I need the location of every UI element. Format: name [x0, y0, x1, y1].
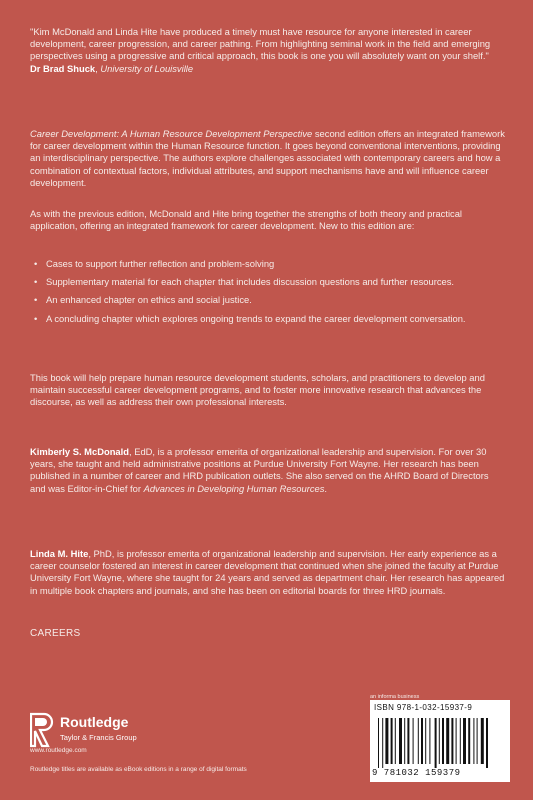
author-bio-hite: Linda M. Hite, PhD, is professor emerita of organizational leadership and supervision. Her early experience as a career counselor fostered an interest in career development that continued when she joined the faculty at Purdue University Fort Wayne, where she taught for 24 years and served as department chair. Her research has appeared in multiple book chapters and journals, and she has been on editorial boards for three HRD journals. [30, 548, 505, 596]
publisher-group: Taylor & Francis Group [60, 733, 137, 742]
barcode-digits: 9 781032 159379 [372, 768, 461, 778]
barcode-bars-icon [378, 718, 502, 768]
endorsement-quote: "Kim McDonald and Linda Hite have produced a timely must have resource for anyone interested in career development, career progression, and career pathing. From highlighting seminal work in the field and emerging perspectives using a progressive and critical approach, this book is one you will absolutely want on your shelf." [30, 26, 491, 62]
feature-item: • An enhanced chapter on ethics and social justice. [34, 294, 252, 306]
routledge-logo-icon [30, 712, 54, 748]
author-name: Linda M. Hite [30, 548, 89, 559]
feature-item: • Cases to support further reflection and problem-solving [34, 258, 275, 269]
publisher-name: Routledge [60, 714, 129, 730]
informa-note: an informa business [370, 694, 420, 700]
bullet-icon: • [34, 276, 38, 288]
subject-category: CAREERS [30, 628, 81, 639]
feature-item: • Supplementary material for each chapter that includes discussion questions and further resources. [34, 276, 455, 288]
author-name: Kimberly S. McDonald [30, 446, 129, 457]
bullet-icon: • [34, 294, 38, 306]
new-edition-paragraph [30, 208, 506, 232]
author-bio-mcdonald: Kimberly S. McDonald, EdD, is a professor emerita of organizational leadership and supervision. For over 30 years, she taught and held administrative positions at Purdue University Fort Wayne. Her research has been published in a number of career and HRD publication outlets. She also served on the AHRD Board of Directors and was Editor-in-Chief for Advances in Developing Human Resources. [30, 446, 489, 494]
bullet-icon: • [34, 312, 38, 324]
endorsement: "Kim McDonald and Linda Hite have produced a timely must have resource for anyone interested in career development, career progression, and career pathing. From highlighting seminal work in the field and emerging perspectives using a progressive and critical approach, this book is one you will absolutely want on your shelf." Dr Brad Shuck, University of Louisville [30, 26, 506, 75]
isbn-label: ISBN 978-1-032-15937-9 [374, 703, 473, 712]
barcode [370, 700, 510, 782]
purpose-text: This book will help prepare human resource development students, scholars, and practitioners to develop and maintain successful career development programs, and to foster more innovative research that advances the discourse, as well as address their own professional interests. [30, 372, 485, 408]
feature-list [30, 258, 506, 331]
intro-text: second edition offers an integrated framework for career development within the Human Resource function. It goes beyond conventional interventions, providing an interdisciplinary perspective. The authors explore challenges associated with contemporary careers and how a combination of contextual factors, individual attributes, and support mechanisms have and will influence career development. [30, 128, 505, 188]
book-title: Career Development: A Human Resource Development Perspective [30, 128, 313, 139]
feature-item: • A concluding chapter which explores ongoing trends to expand the career development conversation. [34, 312, 466, 324]
purpose-paragraph [30, 372, 506, 409]
publisher-website: www.routledge.com [30, 747, 87, 754]
book-description [30, 128, 506, 189]
endorser-affiliation: University of Louisville [100, 62, 194, 74]
ebook-note: Routledge titles are available as eBook editions in a range of digital formats [30, 766, 247, 773]
new-edition-text: As with the previous edition, McDonald and Hite bring together the strengths of both theory and practical application, offering an integrated framework for career development. New to this edition are: [30, 208, 463, 232]
journal-title: Advances in Developing Human Resources [143, 482, 325, 494]
endorser-name: Dr Brad Shuck [30, 62, 96, 74]
bullet-icon: • [34, 258, 38, 269]
